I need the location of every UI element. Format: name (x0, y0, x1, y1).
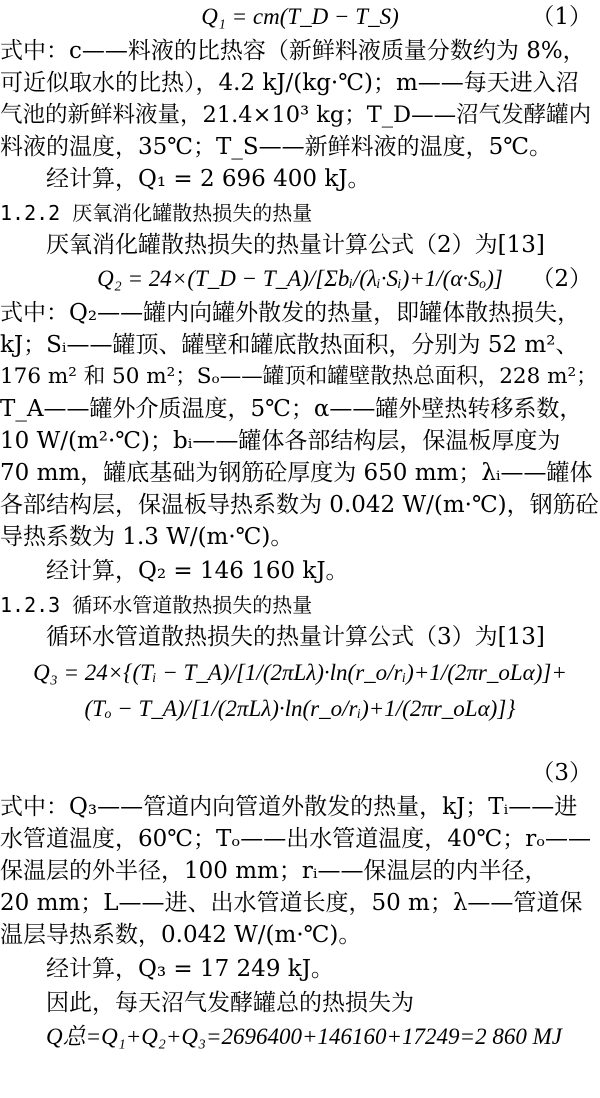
result-2: 经计算，Q₂ = 146 160 kJ。 (46, 558, 349, 584)
section-1-2-2-heading: 1.2.2 厌氧消化罐散热损失的热量 (0, 201, 313, 225)
equation-2-number: （2） (531, 266, 592, 292)
result-1: 经计算，Q₁ = 2 696 400 kJ。 (46, 166, 371, 192)
equation-3-line-2 (0, 694, 600, 726)
equation-2-formula: Q₂ = 24×(T_D − T_A)/[Σbᵢ/(λᵢ·Sᵢ)+1/(α·Sₒ)] (97, 266, 503, 291)
definition-2-line-4: T_A——罐外介质温度，5℃；α——罐外壁热转移系数， (0, 396, 583, 422)
definition-3-line-1: 式中：Q₃——管道内向管道外散发的热量，kJ；Tᵢ——进 (0, 794, 578, 820)
equation-3-formula-line-1: Q₃ = 24×{(Tᵢ − T_A)/[1/(2πLλ)·ln(r_o/rᵢ)+1/(2πr_oLα)]+ (33, 660, 567, 685)
equation-1 (0, 2, 600, 34)
equation-3-formula-line-2: (Tₒ − T_A)/[1/(2πLλ)·ln(r_o/rᵢ)+1/(2πr_oLα)]} (84, 696, 516, 721)
definition-3-line-5: 温层导热系数，0.042 W/(m·℃)。 (0, 922, 362, 948)
definition-2-line-8: 导热系数为 1.3 W/(m·℃)。 (0, 524, 294, 550)
definition-3-line-2: 水管道温度，60℃；Tₒ——出水管道温度，40℃；rₒ—— (0, 826, 592, 852)
equation-3-line-1 (0, 658, 600, 690)
total-heat-loss-equation (0, 1022, 600, 1054)
definition-1-line-3: 气池的新鲜料液量，21.4×10³ kg；T_D——沼气发酵罐内 (0, 102, 592, 128)
definition-1-line-2: 可近似取水的比热），4.2 kJ/(kg·℃)；m——每天进入沼 (0, 70, 579, 96)
result-3: 经计算，Q₃ = 17 249 kJ。 (46, 956, 334, 982)
definition-1-line-1: 式中：c——料液的比热容（新鲜料液质量分数约为 8%， (0, 38, 586, 64)
equation-3-number: （3） (531, 760, 592, 786)
definition-2-line-7: 各部结构层，保温板导热系数为 0.042 W/(m·℃)，钢筋砼 (0, 492, 599, 518)
equation-1-number: （1） (531, 4, 592, 30)
definition-3-line-4: 20 mm；L——进、出水管道长度，50 m；λ——管道保 (0, 890, 583, 916)
definition-2-line-1: 式中：Q₂——罐内向罐外散发的热量，即罐体散热损失， (0, 300, 581, 326)
total-heat-loss-formula: Q总=Q₁+Q₂+Q₃=2696400+146160+17249=2 860 MJ (46, 1024, 562, 1049)
definition-2-line-3: 176 m² 和 50 m²；Sₒ——罐顶和罐壁散热总面积，228 m²； (0, 364, 598, 389)
definition-1-line-4: 料液的温度，35℃；T_S——新鲜料液的温度，5℃。 (0, 134, 552, 160)
definition-2-line-6: 70 mm，罐底基础为钢筋砼厚度为 650 mm；λᵢ——罐体 (0, 460, 593, 486)
section-1-2-3-intro: 循环水管道散热损失的热量计算公式（3）为[13] (46, 624, 545, 650)
section-1-2-3-heading: 1.2.3 循环水管道散热损失的热量 (0, 593, 313, 617)
equation-1-formula: Q₁ = cm(T_D − T_S) (201, 4, 399, 29)
section-1-2-2-intro: 厌氧消化罐散热损失的热量计算公式（2）为[13] (46, 232, 545, 258)
definition-2-line-5: 10 W/(m²·℃)；bᵢ——罐体各部结构层，保温板厚度为 (0, 428, 561, 454)
conclusion-text: 因此，每天沼气发酵罐总的热损失为 (46, 990, 414, 1016)
equation-2 (0, 264, 600, 296)
equation-3-number-row (0, 758, 600, 790)
definition-3-line-3: 保温层的外半径，100 mm；rᵢ——保温层的内半径， (0, 858, 548, 884)
definition-2-line-2: kJ；Sᵢ——罐顶、罐壁和罐底散热面积，分别为 52 m²、 (0, 332, 579, 358)
